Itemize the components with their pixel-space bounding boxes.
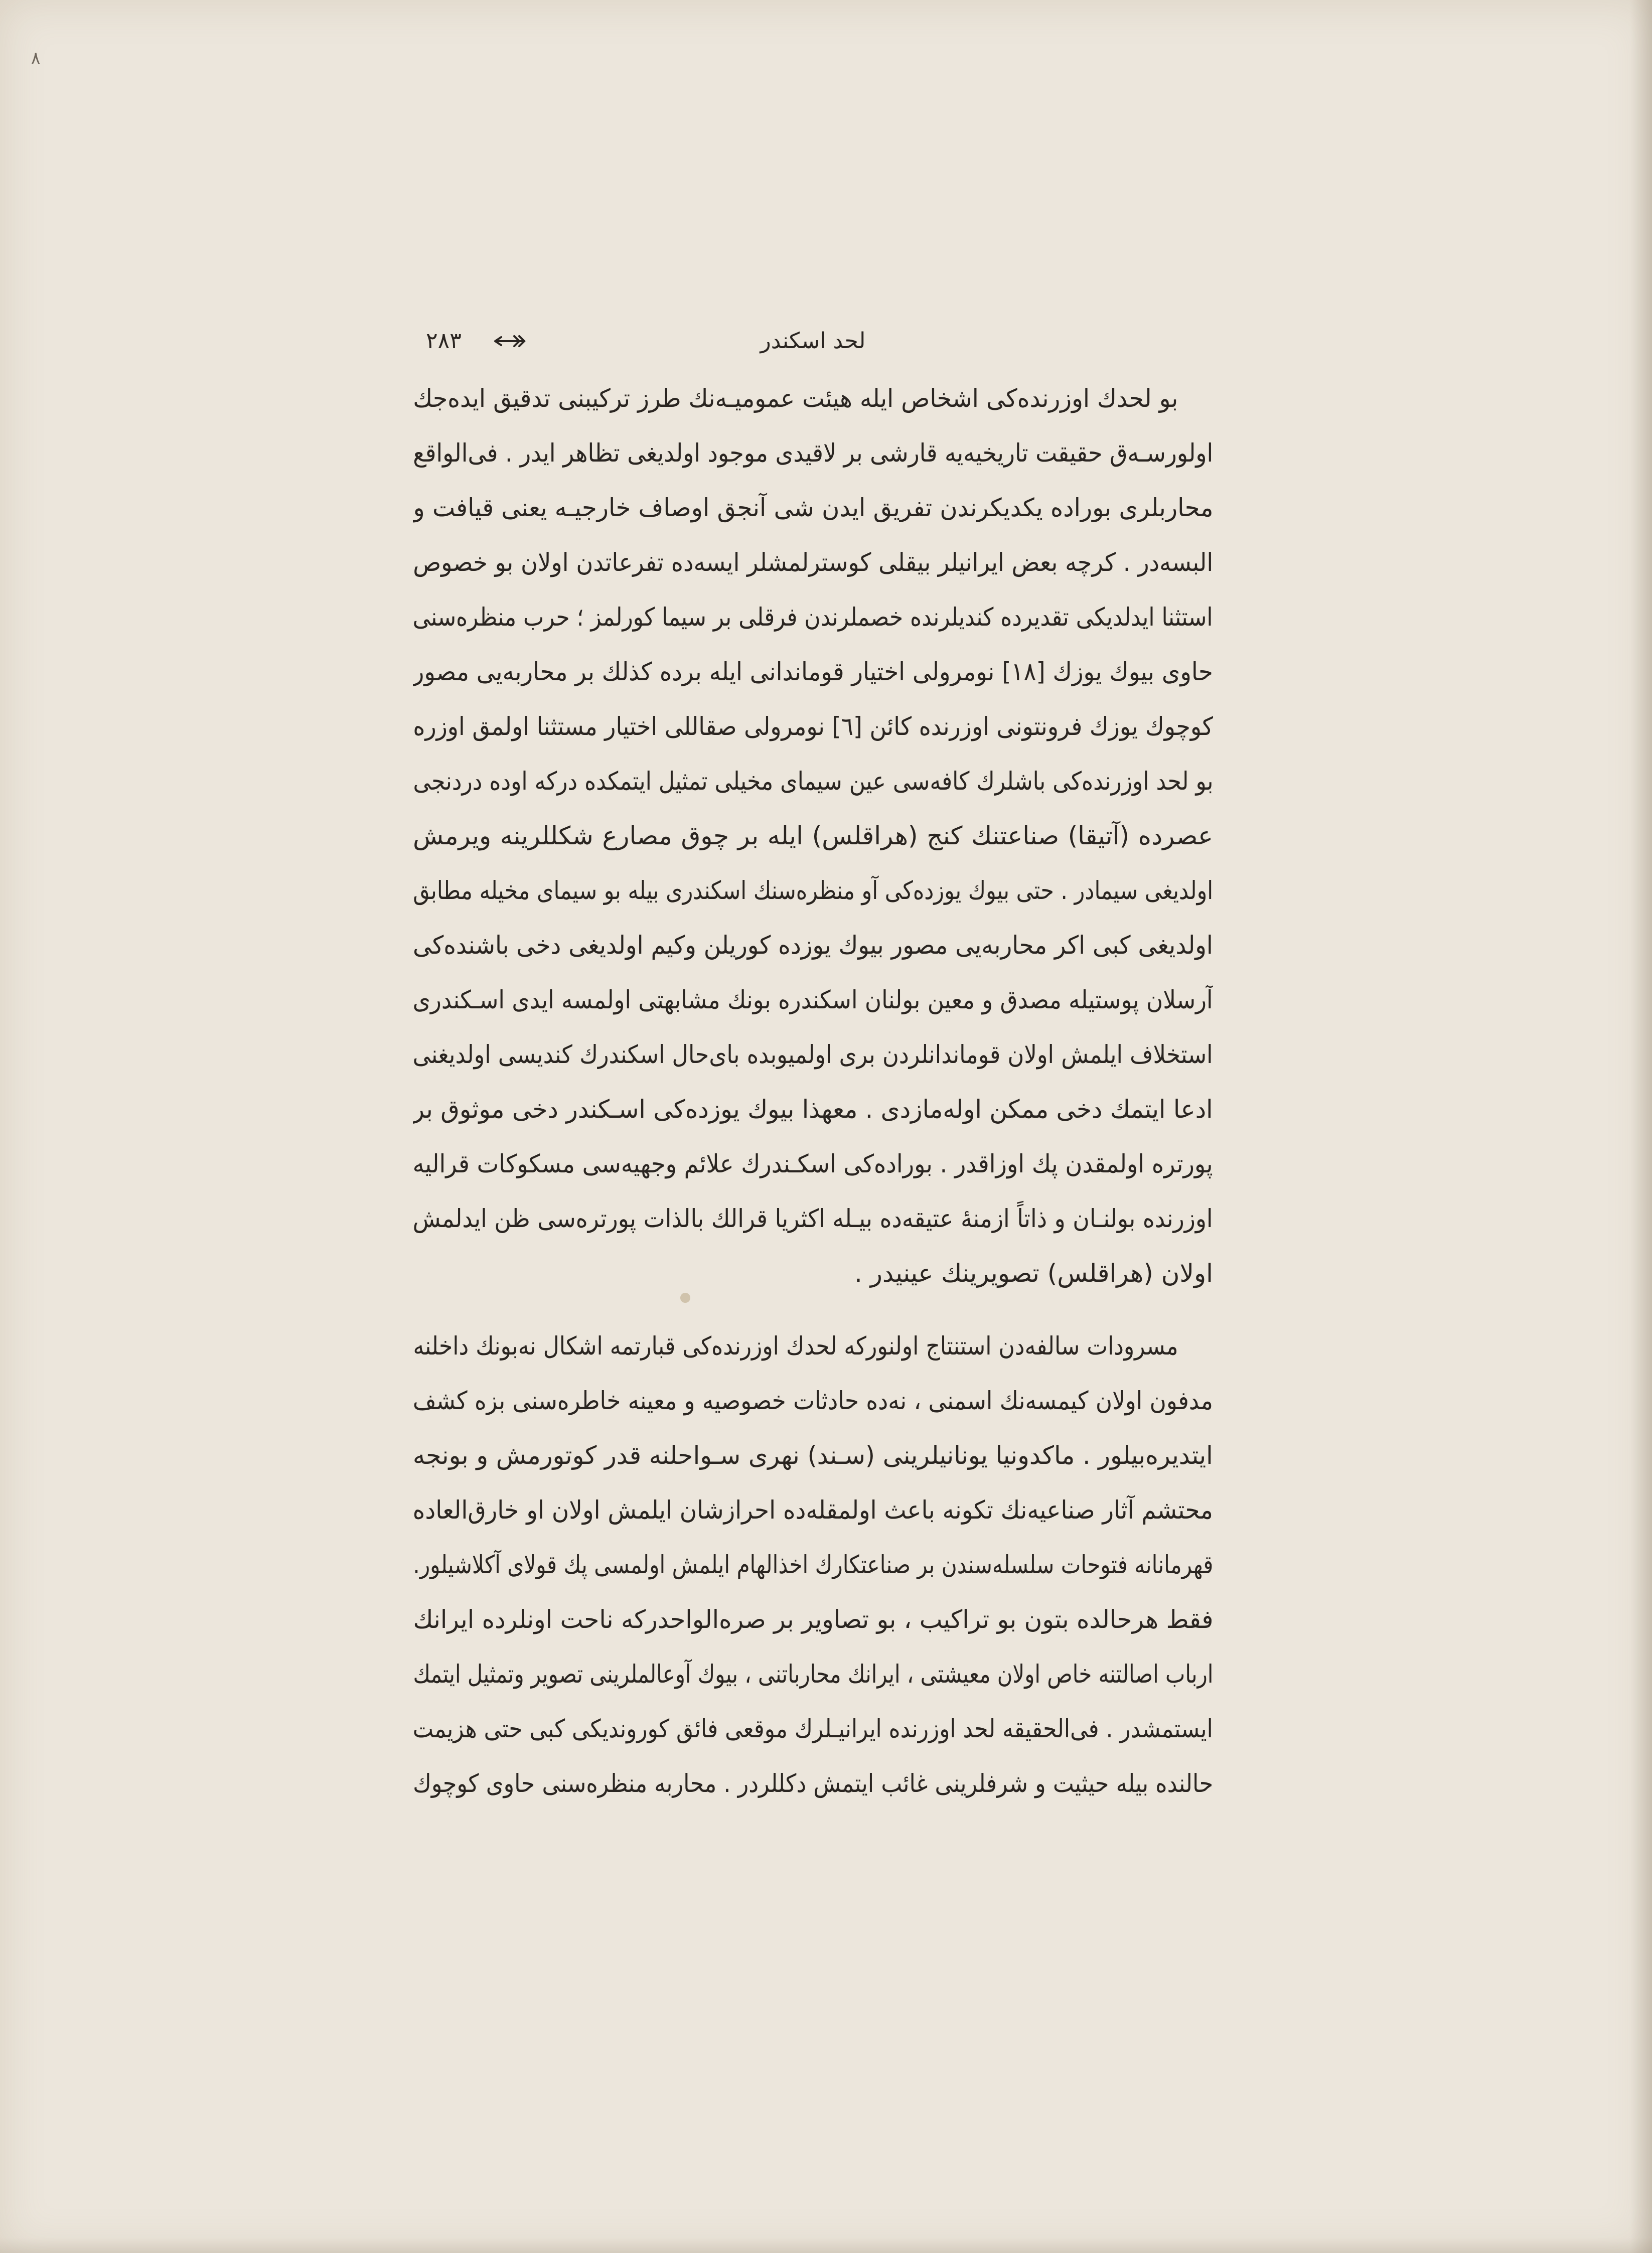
text-line: [413, 809, 1213, 863]
text-line: [413, 1027, 1213, 1082]
running-title: لحد اسکندر: [760, 328, 866, 354]
text-line-content: اولورسـه‌ق حقیقت تاریخیه‌یه قارشی بر لاقیدی موجود اولدیغی تظاهر ایدر . فی‌الواقع: [413, 438, 1213, 468]
text-line: [413, 863, 1213, 918]
text-line: [413, 1428, 1213, 1483]
text-line-content: کوچوك یوزك فرونتونی اوزرنده کائن [٦] نومرولی صقاللی اختیار مستثنا اولمق اوزره: [413, 712, 1213, 741]
text-line-content: بو لحدك اوزرنده‌کی اشخاص ایله هیئت عمومیـه‌نك طرز ترکیبنی تدقیق ایده‌جك: [413, 384, 1178, 413]
text-line: [413, 481, 1213, 535]
page-edge-shadow: [1630, 0, 1652, 2253]
body-text: [413, 371, 1213, 1811]
text-line-content: حالنده بیله حیثیت و شرفلرینی غائب ایتمش دکللردر . محاربه منظره‌سنی حاوی کوچوك: [413, 1769, 1213, 1798]
text-line-content: قهرمانانه فتوحات سلسله‌سندن بر صناعتکارك اخذالهام ایلمش اولمسی پك قولای آکلاشیلور.: [413, 1550, 1213, 1579]
text-line: [413, 1483, 1213, 1538]
text-line: [413, 1647, 1213, 1702]
text-line: [413, 426, 1213, 481]
text-line: [413, 754, 1213, 809]
text-line-content: محتشم آثار صناعیه‌نك تکونه باعث اولمقله‌ده احرازشان ایلمش اولان او خارق‌العاده: [413, 1495, 1213, 1525]
page-number: ٢٨٣: [426, 328, 462, 354]
text-line: [413, 535, 1213, 590]
text-line: [413, 1592, 1213, 1647]
text-line: [413, 1137, 1213, 1191]
paragraph: [413, 371, 1213, 1301]
text-line-content: اولدیغی سیمادر . حتی بیوك یوزده‌کی آو منظره‌سنك اسکندری بیله بو سیمای مخیله مطابق: [413, 876, 1213, 905]
text-line-content: استخلاف ایلمش اولان قوماندانلردن بری اولمیوبده بای‌حال اسکندرك کندیسی اولدیغنی: [413, 1040, 1213, 1069]
text-line: [413, 1191, 1213, 1246]
text-line-content: ادعا ایتمك دخی ممکن اوله‌مازدی . معهذا بیوك یوزده‌کی اسـکندر دخی موثوق بر: [413, 1095, 1213, 1124]
text-line-content: فقط هرحالده بتون بو تراکیب ، بو تصاویر بر صره‌الواحدرکه ناحت اونلرده ایرانك: [413, 1605, 1213, 1634]
text-line: [413, 1082, 1213, 1137]
text-line: [413, 1538, 1213, 1592]
paragraph: [413, 1319, 1213, 1811]
text-line-content: ارباب اصالتنه خاص اولان معیشتی ، ایرانك محارباتنی ، بیوك آوعالملرینی تصویر وتمثیل ایتمك: [413, 1660, 1213, 1689]
text-line: [413, 1319, 1178, 1374]
text-line-content: ایستمشدر . فی‌الحقیقه لحد اوزرنده ایرانیـلرك موقعی فائق کوروندیکی کبی حتی هزیمت: [413, 1714, 1213, 1743]
text-line-content: عصرده (آتیقا) صناعتنك کنج (هراقلس) ایله بر چوق مصارع شکللرینه ویرمش: [413, 821, 1213, 850]
page-edge-shadow-bottom: [0, 2238, 1652, 2253]
text-line: [413, 1374, 1213, 1428]
text-line-content: حاوی بیوك یوزك [١٨] نومرولی اختیار قوماندانی ایله برده کذلك بر محاربه‌یی مصور: [413, 657, 1213, 686]
text-line: [413, 1756, 1213, 1811]
text-line: [413, 973, 1213, 1027]
text-line-content: بو لحد اوزرنده‌کی باشلرك کافه‌سی عین سیمای مخیلی تمثیل ایتمکده درکه اوده دردنجی: [413, 767, 1213, 796]
text-line: [413, 645, 1213, 699]
corner-pencil-mark: ٨: [31, 48, 41, 68]
text-line-content: اوزرنده بولنـان و ذاتاً ازمنۀ عتیقه‌ده بیـله اکثریا قرالك بالذات پورتره‌سی ظن ایدلمش: [413, 1204, 1213, 1233]
text-line: [413, 1702, 1213, 1756]
text-line-content: اولان (هراقلس) تصویرینك عینیدر .: [854, 1259, 1213, 1288]
text-line: [413, 1246, 1213, 1301]
text-line: [413, 699, 1213, 754]
text-line-content: محاربلری بوراده یکدیکرندن تفریق ایدن شی آنجق اوصاف خارجیـه یعنی قیافت و: [413, 493, 1213, 522]
text-line-content: ایتدیره‌بیلور . ماکدونیا یونانیلرینی (سـند) نهری سـواحلنه قدر کوتورمش و بونجه: [413, 1441, 1213, 1470]
text-line-content: مسرودات سالفه‌دن استنتاج اولنورکه لحدك اوزرنده‌کی قبارتمه اشکال نه‌بونك داخلنه: [413, 1331, 1178, 1361]
text-line: [413, 590, 1213, 645]
running-header: [413, 324, 1213, 359]
text-line-content: آرسلان پوستیله مصدق و معین بولنان اسکندره بونك مشابهتی اولمسه ایدی اسـکندری: [413, 985, 1213, 1014]
text-line: [413, 371, 1178, 426]
text-line: [413, 918, 1213, 973]
fleuron-icon: [492, 333, 529, 349]
text-line-content: اولدیغی کبی اکر محاربه‌یی مصور بیوك یوزده کوریلن وکیم اولدیغی دخی باشنده‌کی: [413, 931, 1213, 960]
text-line-content: البسه‌در . کرچه بعض ایرانیلر بیقلی کوسترلمشلر ایسه‌ده تفرعاتدن اولان بو خصوص: [413, 548, 1213, 577]
text-line-content: پورتره اولمقدن پك اوزاقدر . بوراده‌کی اسکـندرك علائم وجهیه‌سی مسکوکات قرالیه: [413, 1149, 1213, 1178]
text-line-content: استثنا ایدلدیکی تقدیرده کندیلرنده خصملرندن فرقلی بر سیما کورلمز ؛ حرب منظره‌سنی: [413, 603, 1213, 632]
text-line-content: مدفون اولان کیمسه‌نك اسمنی ، نه‌ده حادثات خصوصیه و معینه خاطره‌سنی بزه کشف: [413, 1386, 1213, 1415]
